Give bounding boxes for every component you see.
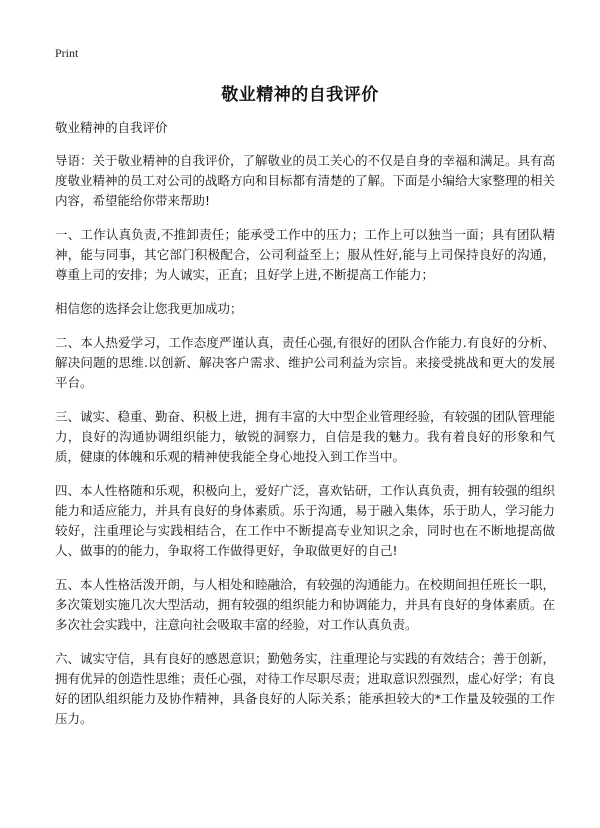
paragraph-6: 六、诚实守信，具有良好的感恩意识；勤勉务实，注重理论与实践的有效结合；善于创新，拥有优异的创造性思维；责任心强，对待工作尽职尽责；进取意识烈强烈，虚心好学；有良好的团队组织能力及协作精神，具备良好的人际关系；能承担较大的*工作量及较强的工作压力。 xyxy=(55,651,556,726)
print-link[interactable]: Print xyxy=(55,46,79,60)
paragraph-5: 五、本人性格活泼开朗，与人相处和睦融洽，有较强的沟通能力。在校期间担任班长一职，多次策划实施几次大型活动，拥有较强的组织能力和协调能力，并具有良好的身体素质。在多次社会实践中，注意向社会吸取丰富的经验，对工作认真负责。 xyxy=(55,577,556,632)
paragraph-4: 四、本人性格随和乐观，积极向上，爱好广泛，喜欢钻研，工作认真负责，拥有较强的组织能力和适应能力，并具有良好的身体素质。乐于沟通，易于融入集体，乐于助人，学习能力较好，注重理论与实践相结合，在工作中不断提高专业知识之余，同时也在不断地提高做人、做事的的能力，争取将工作做得更好，争取做更好的自己! xyxy=(55,483,556,558)
document-title: 敬业精神的自我评价 xyxy=(221,85,379,105)
paragraph-1: 一、工作认真负责,不推卸责任；能承受工作中的压力；工作上可以独当一面；具有团队精神，能与同事，其它部门积极配合，公司利益至上；服从性好,能与上司保持良好的沟通，尊重上司的安排；为人诚实，正直；且好学上进,不断提高工作能力； xyxy=(55,227,555,282)
paragraph-3: 三、诚实、稳重、勤奋、积极上进，拥有丰富的大中型企业管理经验，有较强的团队管理能力，良好的沟通协调组织能力，敏锐的洞察力，自信是我的魅力。我有着良好的形象和气质，健康的体魄和乐观的精神使我能全身心地投入到工作当中。 xyxy=(55,409,556,464)
intro-paragraph: 导语：关于敬业精神的自我评价，了解敬业的员工关心的不仅是自身的幸福和满足。具有高度敬业精神的员工对公司的战略方向和目标都有清楚的了解。下面是小编给大家整理的相关内容，希望能给你带来帮助! xyxy=(55,153,556,208)
document-subtitle: 敬业精神的自我评价 xyxy=(55,120,168,135)
paragraph-2: 二、本人热爱学习，工作态度严谨认真，责任心强,有很好的团队合作能力.有良好的分析、解决问题的思维.以创新、解决客户需求、维护公司利益为宗旨。来接受挑战和更大的发展平台。 xyxy=(55,335,555,390)
document-body xyxy=(55,118,555,743)
closing-remark: 相信您的选择会让您我更加成功； xyxy=(55,301,243,316)
